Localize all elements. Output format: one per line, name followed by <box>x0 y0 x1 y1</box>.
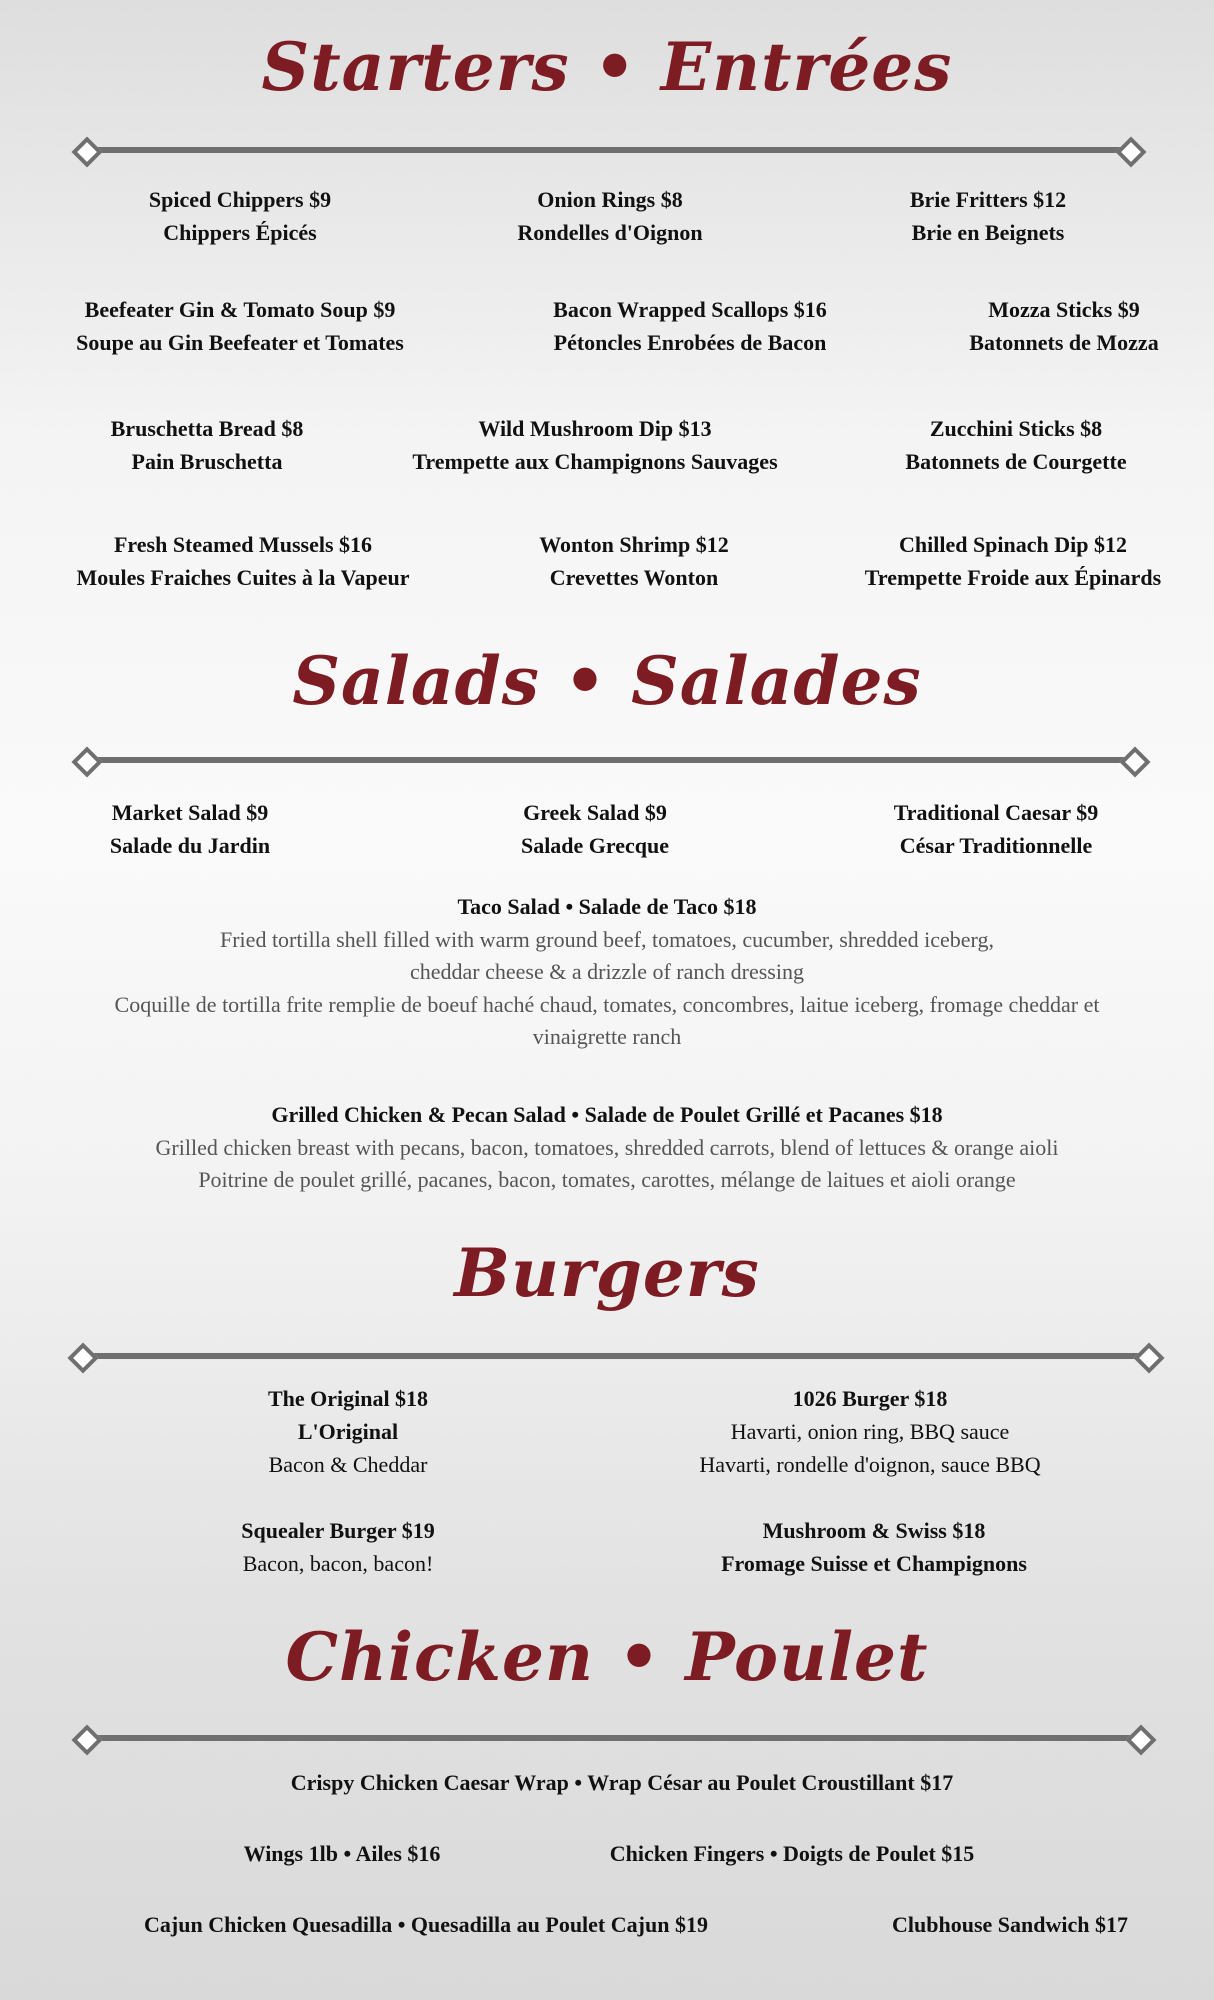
menu-item-greek-salad: Greek Salad $9 Salade Grecque <box>520 800 670 858</box>
starters-divider <box>74 136 1144 164</box>
burgers-heading: Burgers <box>454 1234 760 1312</box>
menu-item-mozza-sticks: Mozza Sticks $9 Batonnets de Mozza <box>969 297 1159 355</box>
menu-item-bruschetta: Bruschetta Bread $8 Pain Bruschetta <box>110 416 304 474</box>
menu-item-clubhouse: Clubhouse Sandwich $17 <box>892 1912 1128 1937</box>
menu-item-gin-tomato-soup: Beefeater Gin & Tomato Soup $9 Soupe au Gin Beefeater et Tomates <box>76 297 404 355</box>
starters-heading: Starters • Entrées <box>261 28 953 106</box>
menu-item-wonton-shrimp: Wonton Shrimp $12 Crevettes Wonton <box>539 532 729 590</box>
menu-item-quesadilla: Cajun Chicken Quesadilla • Quesadilla au Poulet Cajun $19 <box>144 1912 708 1937</box>
menu-item-mushroom-swiss: Mushroom & Swiss $18 Fromage Suisse et Champignons <box>721 1518 1027 1576</box>
menu-item-market-salad: Market Salad $9 Salade du Jardin <box>109 800 271 858</box>
menu-item-1026-burger: 1026 Burger $18 Havarti, onion ring, BBQ sauce Havarti, rondelle d'oignon, sauce BBQ <box>699 1386 1041 1477</box>
menu-item-bacon-scallops: Bacon Wrapped Scallops $16 Pétoncles Enrobées de Bacon <box>553 297 827 355</box>
chicken-heading: Chicken • Poulet <box>285 1618 929 1696</box>
menu-item-steamed-mussels: Fresh Steamed Mussels $16 Moules Fraiches Cuites à la Vapeur <box>76 532 410 590</box>
menu-item-chicken-fingers: Chicken Fingers • Doigts de Poulet $15 <box>609 1841 975 1866</box>
salads-divider <box>74 746 1148 774</box>
menu-item-wings: Wings 1lb • Ailes $16 <box>243 1841 441 1866</box>
burgers-divider <box>70 1342 1162 1370</box>
salads-heading: Salads • Salades <box>292 642 922 720</box>
menu-item-spinach-dip: Chilled Spinach Dip $12 Trempette Froide aux Épinards <box>864 532 1162 590</box>
menu-item-spiced-chippers: Spiced Chippers $9 Chippers Épicés <box>148 187 332 245</box>
menu-item-caesar: Traditional Caesar $9 César Traditionnelle <box>893 800 1099 858</box>
menu-item-mushroom-dip: Wild Mushroom Dip $13 Trempette aux Champignons Sauvages <box>412 416 778 474</box>
menu-item-squealer-burger: Squealer Burger $19 Bacon, bacon, bacon! <box>241 1518 435 1576</box>
menu-item-brie-fritters: Brie Fritters $12 Brie en Beignets <box>909 187 1067 245</box>
menu-item-pecan-salad: Grilled Chicken & Pecan Salad • Salade de Poulet Grillé et Pacanes $18 Grilled chicken breast with pecans, bacon, tomatoes, shredded carrots, blend of lettuces & orange aioli Poitrine de poulet grillé, pacanes, bacon, tomates, carottes, mélange de laitues et aioli orange <box>155 1102 1059 1192</box>
menu-item-caesar-wrap: Crispy Chicken Caesar Wrap • Wrap César au Poulet Croustillant $17 <box>290 1770 954 1795</box>
menu-item-onion-rings: Onion Rings $8 Rondelles d'Oignon <box>517 187 703 245</box>
menu-item-taco-salad: Taco Salad • Salade de Taco $18 Fried tortilla shell filled with warm ground beef, tomatoes, cucumber, shredded iceberg, cheddar cheese & a drizzle of ranch dressing Coquille de tortilla frite remplie de boeuf haché chaud, tomates, concombres, laitue iceberg, fromage cheddar et vinaigrette ranch <box>114 894 1100 1049</box>
chicken-divider <box>74 1724 1154 1752</box>
menu-item-the-original: The Original $18 L'Original Bacon & Cheddar <box>267 1386 429 1477</box>
menu-item-zucchini-sticks: Zucchini Sticks $8 Batonnets de Courgette <box>905 416 1127 474</box>
